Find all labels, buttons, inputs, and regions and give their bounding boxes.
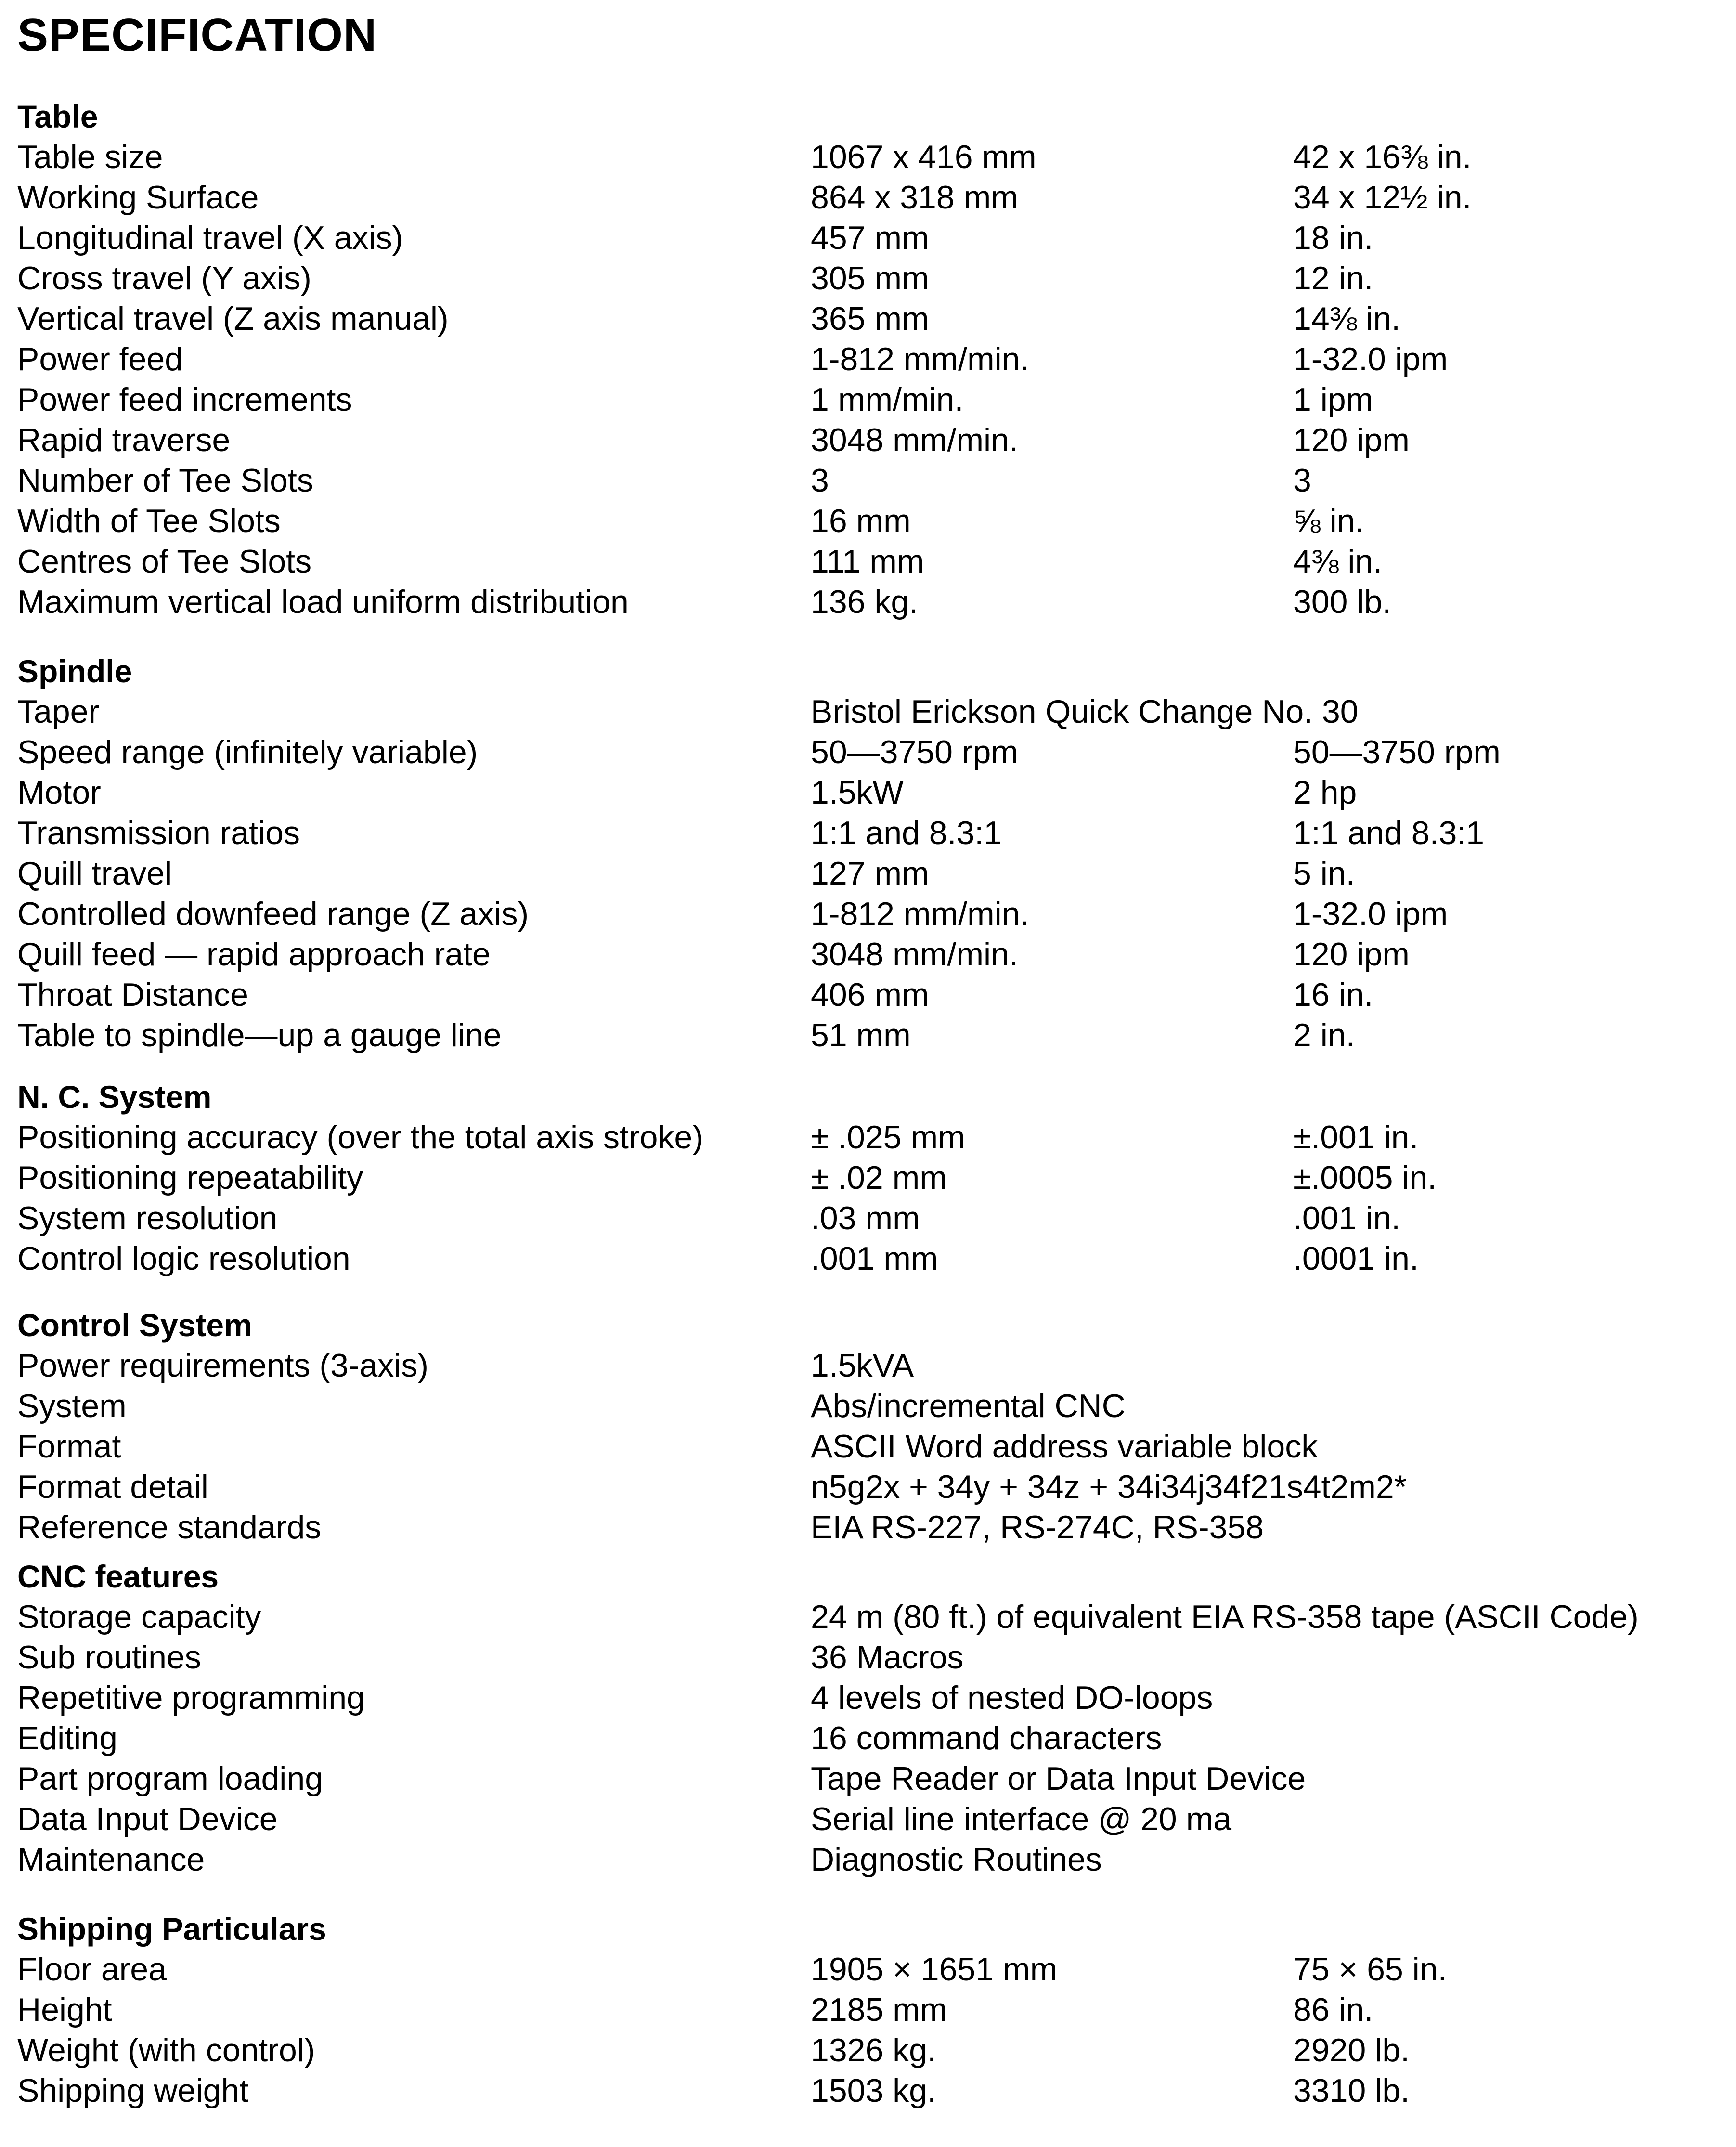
spec-label: Format	[17, 1428, 121, 1465]
spec-row	[17, 177, 1722, 218]
spec-imperial-value: ±.001 in.	[1293, 1119, 1419, 1156]
spec-imperial-value: .0001 in.	[1293, 1240, 1419, 1277]
spec-label: Sub routines	[17, 1639, 201, 1676]
spec-row	[17, 1799, 1722, 1839]
spec-imperial-value: 120 ipm	[1293, 422, 1410, 458]
spec-metric-value: 16 command characters	[811, 1720, 1162, 1757]
spec-metric-value: 406 mm	[811, 976, 929, 1013]
spec-label: Reference standards	[17, 1509, 322, 1546]
spec-imperial-value: 86 in.	[1293, 1991, 1373, 2028]
spec-label: Maximum vertical load uniform distribution	[17, 584, 629, 620]
spec-label: Throat Distance	[17, 976, 248, 1013]
spec-section	[17, 1909, 1722, 2111]
section-heading: CNC features	[17, 1559, 219, 1594]
spec-section	[17, 1305, 1722, 1548]
spec-row	[17, 1426, 1722, 1467]
spec-row	[17, 1637, 1722, 1678]
spec-label: System resolution	[17, 1200, 278, 1236]
spec-imperial-value: 3310 lb.	[1293, 2072, 1410, 2109]
spec-label: Controlled downfeed range (Z axis)	[17, 896, 529, 932]
spec-label: Taper	[17, 693, 100, 730]
spec-label: Rapid traverse	[17, 422, 231, 458]
spec-label: Maintenance	[17, 1841, 205, 1878]
spec-row	[17, 2070, 1722, 2111]
spec-section	[17, 651, 1722, 1055]
spec-row	[17, 1678, 1722, 1718]
spec-label: Positioning repeatability	[17, 1159, 363, 1196]
spec-label: Motor	[17, 774, 101, 811]
spec-row	[17, 1386, 1722, 1426]
spec-imperial-value: 1:1 and 8.3:1	[1293, 815, 1485, 851]
spec-row	[17, 1990, 1722, 2030]
spec-row	[17, 691, 1722, 732]
spec-imperial-value: 1-32.0 ipm	[1293, 896, 1448, 932]
spec-label: Control logic resolution	[17, 1240, 350, 1277]
spec-row	[17, 1345, 1722, 1386]
spec-row	[17, 299, 1722, 339]
spec-label: Repetitive programming	[17, 1679, 365, 1716]
spec-imperial-value: 1-32.0 ipm	[1293, 341, 1448, 377]
spec-metric-value: 3	[811, 462, 829, 499]
spec-label: Working Surface	[17, 179, 259, 216]
spec-label: Quill feed — rapid approach rate	[17, 936, 491, 973]
spec-imperial-value: .001 in.	[1293, 1200, 1401, 1236]
spec-row	[17, 772, 1722, 813]
spec-label: Centres of Tee Slots	[17, 543, 312, 580]
spec-metric-value: Bristol Erickson Quick Change No. 30	[811, 693, 1359, 730]
spec-imperial-value: 4⅜ in.	[1293, 543, 1383, 580]
spec-imperial-value: 42 x 16⅜ in.	[1293, 139, 1472, 175]
spec-row	[17, 1015, 1722, 1055]
spec-metric-value: 16 mm	[811, 503, 911, 539]
spec-label: Positioning accuracy (over the total axis stroke)	[17, 1119, 703, 1156]
spec-section	[17, 1077, 1722, 1279]
spec-metric-value: 36 Macros	[811, 1639, 964, 1676]
spec-metric-value: 3048 mm/min.	[811, 422, 1018, 458]
spec-imperial-value: 2 in.	[1293, 1017, 1355, 1054]
spec-imperial-value: 50—3750 rpm	[1293, 734, 1501, 770]
spec-metric-value: ± .025 mm	[811, 1119, 965, 1156]
spec-metric-value: 50—3750 rpm	[811, 734, 1018, 770]
spec-row	[17, 813, 1722, 853]
spec-metric-value: Serial line interface @ 20 ma	[811, 1801, 1232, 1837]
section-heading: Control System	[17, 1307, 252, 1343]
spec-metric-value: 1326 kg.	[811, 2032, 936, 2069]
spec-row	[17, 975, 1722, 1015]
spec-row	[17, 541, 1722, 582]
spec-imperial-value: 14⅜ in.	[1293, 300, 1401, 337]
spec-label: Quill travel	[17, 855, 172, 892]
spec-row	[17, 2030, 1722, 2070]
spec-metric-value: ASCII Word address variable block	[811, 1428, 1318, 1465]
spec-label: Longitudinal travel (X axis)	[17, 220, 403, 256]
spec-row	[17, 137, 1722, 177]
spec-metric-value: 305 mm	[811, 260, 929, 297]
spec-imperial-value: 2 hp	[1293, 774, 1357, 811]
spec-imperial-value: 75 × 65 in.	[1293, 1951, 1447, 1988]
spec-metric-value: 111 mm	[811, 543, 924, 580]
spec-label: System	[17, 1388, 127, 1424]
spec-label: Floor area	[17, 1951, 167, 1988]
spec-imperial-value: 18 in.	[1293, 220, 1373, 256]
spec-label: Transmission ratios	[17, 815, 300, 851]
spec-row	[17, 1718, 1722, 1758]
spec-imperial-value: 2920 lb.	[1293, 2032, 1410, 2069]
section-heading: N. C. System	[17, 1079, 212, 1115]
spec-row	[17, 934, 1722, 975]
spec-label: Vertical travel (Z axis manual)	[17, 300, 449, 337]
spec-label: Cross travel (Y axis)	[17, 260, 311, 297]
spec-metric-value: 51 mm	[811, 1017, 911, 1054]
spec-metric-value: 1.5kVA	[811, 1347, 914, 1384]
section-heading: Spindle	[17, 653, 132, 689]
spec-metric-value: 1:1 and 8.3:1	[811, 815, 1002, 851]
spec-row	[17, 218, 1722, 258]
spec-imperial-value: ±.0005 in.	[1293, 1159, 1437, 1196]
spec-metric-value: 1 mm/min.	[811, 381, 964, 418]
spec-label: Speed range (infinitely variable)	[17, 734, 478, 770]
spec-row	[17, 1467, 1722, 1507]
spec-metric-value: 457 mm	[811, 220, 929, 256]
spec-row	[17, 1758, 1722, 1799]
spec-row	[17, 1597, 1722, 1637]
spec-row	[17, 1507, 1722, 1548]
spec-imperial-value: 12 in.	[1293, 260, 1373, 297]
spec-label: Editing	[17, 1720, 117, 1757]
spec-imperial-value: 120 ipm	[1293, 936, 1410, 973]
page-title: SPECIFICATION	[17, 9, 377, 61]
spec-row	[17, 1158, 1722, 1198]
spec-metric-value: 1905 × 1651 mm	[811, 1951, 1058, 1988]
section-heading: Shipping Particulars	[17, 1911, 326, 1947]
section-heading: Table	[17, 99, 98, 134]
spec-metric-value: 1067 x 416 mm	[811, 139, 1036, 175]
spec-row	[17, 1839, 1722, 1880]
spec-metric-value: Tape Reader or Data Input Device	[811, 1760, 1306, 1797]
spec-imperial-value: 300 lb.	[1293, 584, 1392, 620]
spec-section	[17, 96, 1722, 622]
spec-row	[17, 420, 1722, 460]
spec-label: Table size	[17, 139, 163, 175]
spec-imperial-value: 5 in.	[1293, 855, 1355, 892]
spec-label: Power feed	[17, 341, 183, 377]
spec-imperial-value: 16 in.	[1293, 976, 1373, 1013]
spec-row	[17, 379, 1722, 420]
spec-label: Table to spindle—up a gauge line	[17, 1017, 502, 1054]
spec-metric-value: 1.5kW	[811, 774, 904, 811]
spec-metric-value: 3048 mm/min.	[811, 936, 1018, 973]
spec-metric-value: 2185 mm	[811, 1991, 947, 2028]
spec-metric-value: Diagnostic Routines	[811, 1841, 1102, 1878]
spec-row	[17, 258, 1722, 299]
spec-metric-value: 1503 kg.	[811, 2072, 936, 2109]
spec-label: Storage capacity	[17, 1599, 261, 1635]
spec-label: Number of Tee Slots	[17, 462, 313, 499]
spec-metric-value: Abs/incremental CNC	[811, 1388, 1126, 1424]
spec-row	[17, 339, 1722, 379]
spec-row	[17, 460, 1722, 501]
spec-metric-value: 864 x 318 mm	[811, 179, 1018, 216]
spec-imperial-value: 34 x 12½ in.	[1293, 179, 1472, 216]
spec-metric-value: 24 m (80 ft.) of equivalent EIA RS-358 tape (ASCII Code)	[811, 1599, 1639, 1635]
spec-row	[17, 1117, 1722, 1158]
spec-metric-value: 1-812 mm/min.	[811, 896, 1029, 932]
spec-metric-value: .001 mm	[811, 1240, 938, 1277]
spec-metric-value: EIA RS-227, RS-274C, RS-358	[811, 1509, 1264, 1546]
spec-row	[17, 1949, 1722, 1990]
spec-metric-value: .03 mm	[811, 1200, 920, 1236]
spec-label: Data Input Device	[17, 1801, 278, 1837]
spec-imperial-value: 1 ipm	[1293, 381, 1373, 418]
spec-metric-value: 365 mm	[811, 300, 929, 337]
spec-metric-value: ± .02 mm	[811, 1159, 947, 1196]
spec-row	[17, 732, 1722, 772]
spec-label: Power feed increments	[17, 381, 352, 418]
spec-metric-value: n5g2x + 34y + 34z + 34i34j34f21s4t2m2*	[811, 1469, 1407, 1505]
spec-imperial-value: 3	[1293, 462, 1311, 499]
spec-label: Shipping weight	[17, 2072, 249, 2109]
spec-label: Weight (with control)	[17, 2032, 315, 2069]
spec-label: Width of Tee Slots	[17, 503, 281, 539]
spec-row	[17, 1198, 1722, 1238]
spec-metric-value: 1-812 mm/min.	[811, 341, 1029, 377]
spec-section	[17, 1556, 1722, 1880]
spec-row	[17, 501, 1722, 541]
spec-row	[17, 853, 1722, 894]
spec-row	[17, 1238, 1722, 1279]
spec-imperial-value: ⅝ in.	[1293, 503, 1364, 539]
spec-label: Format detail	[17, 1469, 208, 1505]
spec-label: Height	[17, 1991, 112, 2028]
spec-metric-value: 4 levels of nested DO-loops	[811, 1679, 1213, 1716]
spec-metric-value: 127 mm	[811, 855, 929, 892]
spec-label: Power requirements (3-axis)	[17, 1347, 429, 1384]
spec-label: Part program loading	[17, 1760, 324, 1797]
spec-row	[17, 582, 1722, 622]
spec-metric-value: 136 kg.	[811, 584, 919, 620]
spec-row	[17, 894, 1722, 934]
